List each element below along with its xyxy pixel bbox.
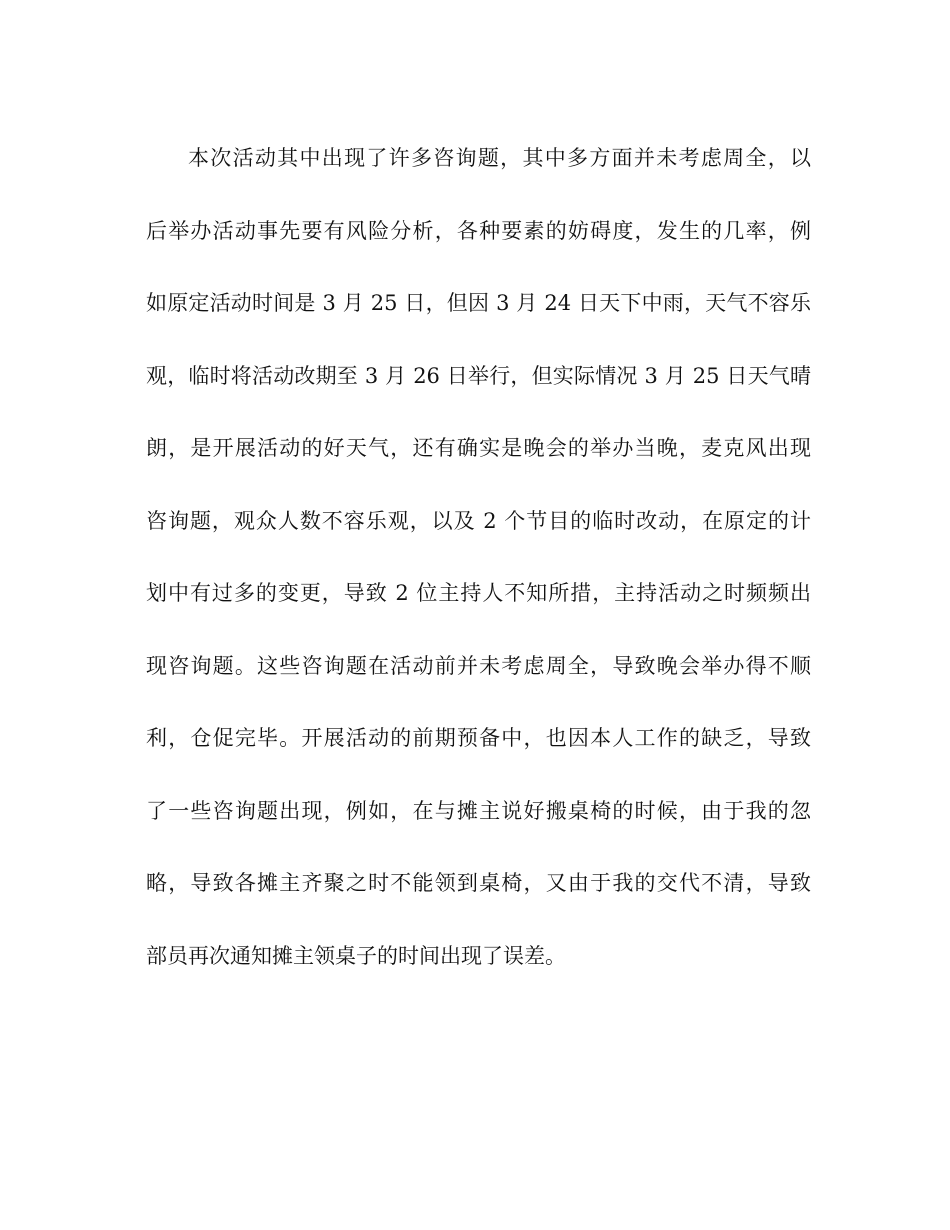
paragraph-line: 观，临时将活动改期至 3 月 26 日举行，但实际情况 3 月 25 日天气晴	[146, 363, 811, 388]
paragraph-line: 了一些咨询题出现，例如，在与摊主说好搬桌椅的时候，由于我的忽	[146, 798, 811, 823]
paragraph-line: 部员再次通知摊主领桌子的时间出现了误差。	[146, 943, 566, 968]
paragraph-line: 朗，是开展活动的好天气，还有确实是晚会的举办当晚，麦克风出现	[146, 436, 811, 460]
paragraph-line: 后举办活动事先要有风险分析，各种要素的妨碍度，发生的几率，例	[146, 218, 811, 243]
paragraph-line: 咨询题，观众人数不容乐观，以及 2 个节目的临时改动，在原定的计	[146, 508, 811, 533]
body-paragraph	[146, 140, 811, 1010]
paragraph-line: 现咨询题。这些咨询题在活动前并未考虑周全，导致晚会举办得不顺	[146, 653, 811, 678]
paragraph-line: 如原定活动时间是 3 月 25 日，但因 3 月 24 日天下中雨，天气不容乐	[146, 291, 811, 315]
paragraph-line: 略，导致各摊主齐聚之时不能领到桌椅，又由于我的交代不清，导致	[146, 871, 811, 895]
paragraph-line: 利，仓促完毕。开展活动的前期预备中，也因本人工作的缺乏，导致	[146, 726, 811, 750]
paragraph-line: 本次活动其中出现了许多咨询题，其中多方面并未考虑周全，以	[188, 146, 811, 170]
paragraph-line: 划中有过多的变更，导致 2 位主持人不知所措，主持活动之时频频出	[146, 581, 811, 605]
